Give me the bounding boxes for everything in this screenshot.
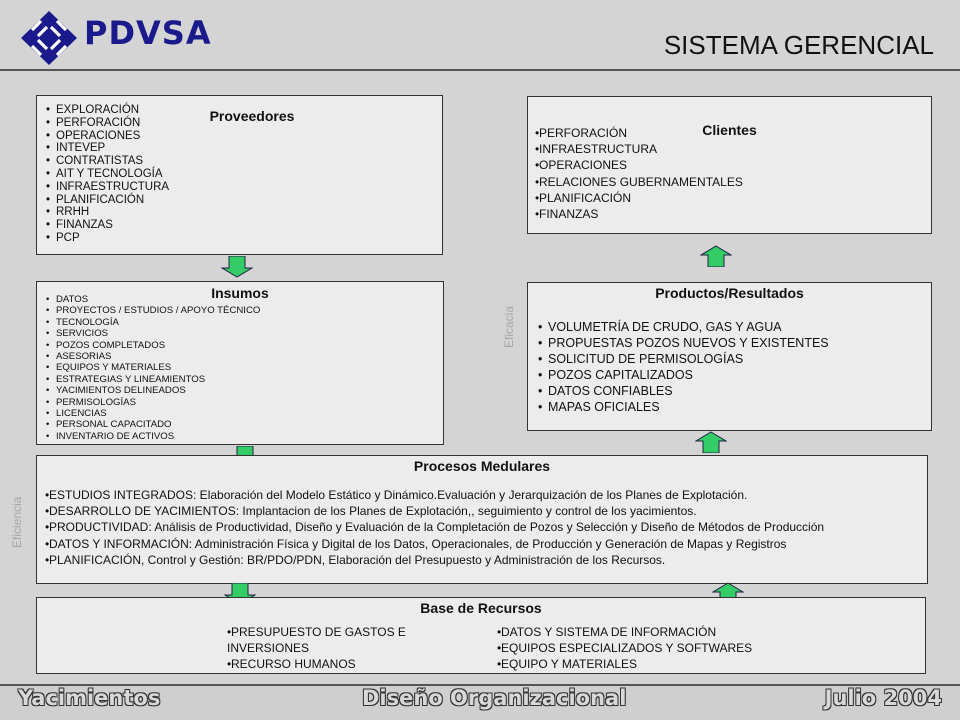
footer-center: Diseño Organizacional xyxy=(362,686,627,710)
productos-list xyxy=(538,319,829,415)
recursos-title: Base de Recursos xyxy=(420,600,542,616)
eficiencia-label: Eficiencia xyxy=(10,496,24,548)
list-item: • ASESORIAS xyxy=(46,351,260,362)
list-item: • EQUIPOS ESPECIALIZADOS Y SOFTWARES xyxy=(497,640,752,656)
proveedores-list xyxy=(46,104,169,245)
list-item: • FINANZAS xyxy=(46,219,169,232)
list-item: • LICENCIAS xyxy=(46,408,260,419)
arrow-up-icon xyxy=(695,431,727,453)
list-item: • DATOS Y SISTEMA DE INFORMACIÓN xyxy=(497,624,752,640)
list-item: • PERSONAL CAPACITADO xyxy=(46,419,260,430)
list-item: • PRESUPUESTO DE GASTOS E INVERSIONES xyxy=(227,624,447,656)
list-item: • FINANZAS xyxy=(535,206,743,222)
list-item: • TECNOLOGÍA xyxy=(46,317,260,328)
insumos-box xyxy=(36,281,444,445)
list-item: • INFRAESTRUCTURA xyxy=(535,141,743,157)
list-item: • DATOS CONFIABLES xyxy=(538,383,829,399)
list-item: • EQUIPOS Y MATERIALES xyxy=(46,362,260,373)
insumos-list xyxy=(46,294,260,442)
list-item: • ESTRATEGIAS Y LINEAMIENTOS xyxy=(46,374,260,385)
recursos-box xyxy=(36,597,926,674)
recursos-left-list xyxy=(227,624,447,673)
list-item: • PROPUESTAS POZOS NUEVOS Y EXISTENTES xyxy=(538,335,829,351)
header-divider xyxy=(0,69,960,71)
list-item: • PLANIFICACIÓN xyxy=(46,194,169,207)
list-item: • OPERACIONES xyxy=(535,157,743,173)
list-item: • PERFORACIÓN xyxy=(46,117,169,130)
list-item: • PERMISOLOGÍAS xyxy=(46,397,260,408)
list-item: • EQUIPO Y MATERIALES xyxy=(497,656,752,672)
eficacia-label: Eficacia xyxy=(502,305,516,348)
clientes-box xyxy=(527,96,932,234)
procesos-box xyxy=(36,455,928,584)
list-item: • SOLICITUD DE PERMISOLOGÍAS xyxy=(538,351,829,367)
list-item: • INTEVEP xyxy=(46,142,169,155)
list-item: • POZOS COMPLETADOS xyxy=(46,340,260,351)
list-item: • DESARROLLO DE YACIMIENTOS: Implantacion de los Planes de Explotación,, seguimiento y control de los yacimientos. xyxy=(45,503,921,519)
list-item: • OPERACIONES xyxy=(46,130,169,143)
procesos-list xyxy=(45,487,921,568)
list-item: • RECURSO HUMANOS xyxy=(227,656,447,672)
pdvsa-logo-icon xyxy=(18,10,80,66)
list-item: • PRODUCTIVIDAD: Análisis de Productividad, Diseño y Evaluación de la Completación de Pozos y Selección y Diseño de Métodos de Producción xyxy=(45,519,921,535)
list-item: • PCP xyxy=(46,232,169,245)
list-item: • RRHH xyxy=(46,206,169,219)
insumos-title: Insumos xyxy=(211,285,269,301)
productos-box xyxy=(527,282,932,431)
list-item: • SERVICIOS xyxy=(46,328,260,339)
productos-title: Productos/Resultados xyxy=(655,285,804,301)
list-item: • PLANIFICACIÓN xyxy=(535,190,743,206)
list-item: • RELACIONES GUBERNAMENTALES xyxy=(535,174,743,190)
list-item: • EXPLORACIÓN xyxy=(46,104,169,117)
brand-name: PDVSA xyxy=(84,14,212,52)
list-item: • AIT Y TECNOLOGÍA xyxy=(46,168,169,181)
list-item: • CONTRATISTAS xyxy=(46,155,169,168)
clientes-title: Clientes xyxy=(702,122,757,138)
list-item: • PROYECTOS / ESTUDIOS / APOYO TÉCNICO xyxy=(46,305,260,316)
list-item: • YACIMIENTOS DELINEADOS xyxy=(46,385,260,396)
list-item: • DATOS Y INFORMACIÓN: Administración Física y Digital de los Datos, Operacionales, de Producción y Generación de Mapas y Registros xyxy=(45,536,921,552)
proveedores-title: Proveedores xyxy=(209,108,295,124)
list-item: • PLANIFICACIÓN, Control y Gestión: BR/PDO/PDN, Elaboración del Presupuesto y Administración de los Recursos. xyxy=(45,552,921,568)
list-item: • INFRAESTRUCTURA xyxy=(46,181,169,194)
procesos-title: Procesos Medulares xyxy=(413,458,551,474)
list-item: • DATOS xyxy=(46,294,260,305)
recursos-right-list xyxy=(497,624,752,673)
list-item: • ESTUDIOS INTEGRADOS: Elaboración del Modelo Estático y Dinámico.Evaluación y Jerarquización de los Planes de Explotación. xyxy=(45,487,921,503)
list-item: • POZOS CAPITALIZADOS xyxy=(538,367,829,383)
proveedores-box xyxy=(36,95,443,255)
footer-right: Julio 2004 xyxy=(824,686,942,710)
arrow-down-icon xyxy=(221,256,253,278)
page-title: SISTEMA GERENCIAL xyxy=(663,30,934,60)
clientes-list xyxy=(535,125,743,222)
arrow-up-icon xyxy=(700,245,732,267)
list-item: • PERFORACIÓN xyxy=(535,125,743,141)
footer-left: Yacimientos xyxy=(18,686,161,710)
list-item: • INVENTARIO DE ACTIVOS xyxy=(46,431,260,442)
list-item: • MAPAS OFICIALES xyxy=(538,399,829,415)
list-item: • VOLUMETRÍA DE CRUDO, GAS Y AGUA xyxy=(538,319,829,335)
